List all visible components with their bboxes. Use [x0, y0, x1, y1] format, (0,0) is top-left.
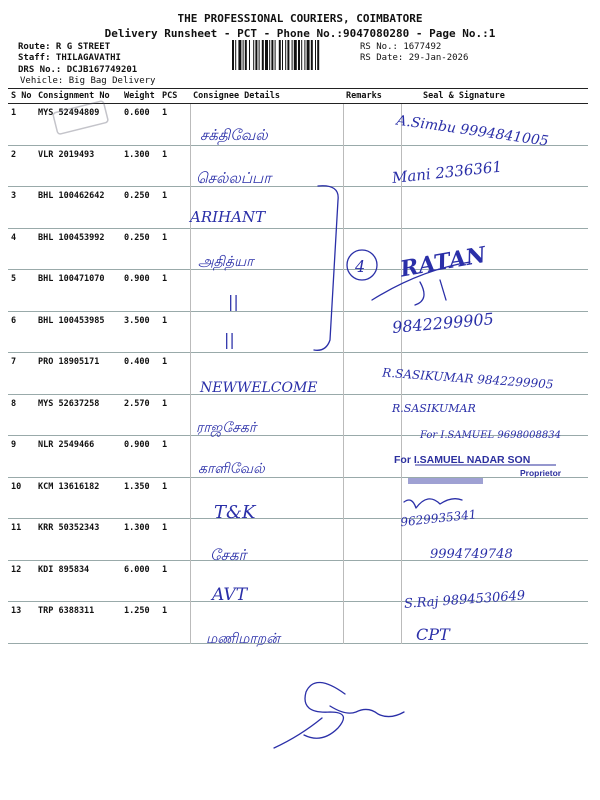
- table-row: [8, 145, 588, 187]
- seal-signature-cell: [401, 394, 588, 436]
- sno-cell: 13: [11, 606, 22, 616]
- barcode-bar: [253, 40, 254, 70]
- barcode-bar: [275, 40, 276, 70]
- pcs-cell: 1: [162, 523, 168, 533]
- barcode-bar: [235, 40, 236, 70]
- consignee-details-cell: [190, 353, 343, 395]
- table-row: [8, 353, 588, 395]
- weight-cell: 1.250: [124, 606, 150, 616]
- sno-cell: 2: [11, 149, 17, 160]
- barcode: [232, 40, 355, 70]
- consignee-details-cell: [190, 311, 343, 353]
- seal-signature-cell: [401, 436, 588, 478]
- consignee-details-cell: [190, 187, 343, 229]
- remarks-cell: [343, 187, 401, 229]
- seal-signature-cell: [401, 560, 588, 602]
- barcode-bar: [307, 40, 310, 70]
- hw-signature-1: A.Simbu 9994841005: [395, 112, 550, 150]
- rs-number: RS No.: 1677492: [360, 42, 442, 52]
- hw-consignee-11: சேகர்: [210, 546, 247, 564]
- barcode-bar: [238, 40, 241, 70]
- company-title: THE PROFESSIONAL COURIERS, COIMBATORE: [177, 12, 423, 25]
- pcs-cell: 1: [162, 191, 168, 201]
- barcode-bar: [304, 40, 305, 70]
- barcode-bar: [285, 40, 286, 70]
- barcode-bar: [301, 40, 302, 70]
- consignee-details-cell: [190, 602, 343, 644]
- svg-text:Proprietor: Proprietor: [520, 468, 562, 478]
- hw-consignee-6: ||: [224, 330, 235, 349]
- seal-signature-cell: [401, 353, 588, 395]
- runsheet-subtitle: Delivery Runsheet - PCT - Phone No.:9047080280 - Page No.:1: [104, 27, 496, 40]
- pcs-cell: 1: [162, 315, 168, 326]
- weight-cell: 2.570: [124, 398, 150, 409]
- weight-cell: 3.500: [124, 315, 150, 326]
- consignee-details-cell: [190, 228, 343, 270]
- col-header: PCS: [159, 89, 190, 104]
- weight-cell: 1.300: [124, 523, 150, 533]
- consignee-details-cell: [190, 477, 343, 519]
- table-row: [8, 560, 588, 602]
- seal-signature-cell: [401, 311, 588, 353]
- seal-signature-cell: [401, 228, 588, 270]
- seal-signature-cell: [401, 145, 588, 187]
- weight-cell: 0.250: [124, 191, 150, 201]
- pcs-cell: 1: [162, 398, 168, 409]
- col-header: Seal & Signature: [401, 89, 588, 104]
- seal-signature-cell: [401, 187, 588, 229]
- hw-consignee-3: ARIHANT: [190, 208, 266, 226]
- sno-cell: 9: [11, 440, 17, 450]
- consignee-details-cell: [190, 145, 343, 187]
- barcode-bar: [311, 40, 313, 70]
- consignment-cell: TRP 6388311: [38, 606, 95, 616]
- barcode-bar: [249, 40, 250, 70]
- remarks-cell: [343, 104, 401, 146]
- consignment-cell: VLR 2019493: [38, 149, 95, 160]
- seal-signature-cell: [401, 519, 588, 561]
- consignee-details-cell: [190, 560, 343, 602]
- col-header: Weight: [121, 89, 159, 104]
- route-label: Route: R G STREET: [18, 42, 111, 52]
- hw-signature-7: R.SASIKUMAR 9842299905: [381, 365, 554, 392]
- barcode-bar: [298, 40, 300, 70]
- bottom-signature: [274, 682, 404, 748]
- weight-cell: 0.250: [124, 232, 150, 243]
- consignment-cell: BHL 100453985: [38, 315, 105, 326]
- rs-date: RS Date: 29-Jan-2026: [360, 53, 469, 63]
- table-row: [8, 228, 588, 270]
- pcs-cell: 1: [162, 149, 168, 160]
- sno-cell: 1: [11, 108, 17, 118]
- barcode-bar: [282, 40, 283, 70]
- weight-cell: 0.400: [124, 357, 150, 367]
- consignment-cell: KDI 895834: [38, 564, 90, 575]
- hw-consignee-10: T&K: [214, 502, 256, 523]
- barcode-bar: [271, 40, 273, 70]
- table-row: [8, 602, 588, 644]
- table-row: [8, 519, 588, 561]
- pcs-cell: 1: [162, 357, 168, 367]
- hw-signature-12: S.Raj 9894530649: [403, 588, 526, 612]
- barcode-bar: [262, 40, 264, 70]
- table-row: [8, 187, 588, 229]
- col-header: Remarks: [343, 89, 401, 104]
- barcode-bar: [269, 40, 270, 70]
- consignment-cell: PRO 18905171: [38, 357, 100, 367]
- consignment-cell: BHL 100471070: [38, 274, 105, 284]
- hw-signature-10: 9629935341: [399, 507, 478, 530]
- barcode-bar: [294, 40, 297, 70]
- pcs-cell: 1: [162, 481, 168, 492]
- hw-consignee-13: மணிமாறன்: [206, 631, 280, 647]
- hw-signature-11: 9994749748: [430, 547, 513, 562]
- hw-consignee-9: காளிவேல்: [198, 461, 265, 477]
- remarks-cell: [343, 602, 401, 644]
- pcs-cell: 1: [162, 274, 168, 284]
- seal-signature-cell: [401, 104, 588, 146]
- pcs-cell: 1: [162, 564, 168, 575]
- remarks-cell: [343, 145, 401, 187]
- barcode-bar: [245, 40, 247, 70]
- sno-cell: 11: [11, 523, 22, 533]
- hw-consignee-1: சக்திவேல்: [200, 126, 268, 144]
- sno-cell: 4: [11, 232, 17, 243]
- table-row: [8, 394, 588, 436]
- table-row: [8, 436, 588, 478]
- consignment-cell: KRR 50352343: [38, 523, 100, 533]
- weight-cell: 1.300: [124, 149, 150, 160]
- remarks-cell: [343, 353, 401, 395]
- seal-signature-cell: [401, 270, 588, 312]
- barcode-bar: [265, 40, 268, 70]
- barcode-bar: [243, 40, 244, 70]
- hw-consignee-5: ||: [228, 292, 239, 311]
- drs-label: DRS No.: DCJB167749201: [18, 65, 138, 75]
- pcs-cell: 1: [162, 440, 168, 450]
- remarks-cell: [343, 477, 401, 519]
- hw-consignee-7: NEWWELCOME: [200, 380, 318, 396]
- consignment-cell: BHL 100462642: [38, 191, 105, 201]
- barcode-bar: [232, 40, 234, 70]
- sno-cell: 5: [11, 274, 17, 284]
- consignment-cell: MYS 52494809: [38, 108, 100, 118]
- hw-phone-ratan: 9842299905: [391, 309, 495, 338]
- barcode-bar: [255, 40, 257, 70]
- barcode-bar: [315, 40, 316, 70]
- barcode-bar: [292, 40, 293, 70]
- barcode-bar: [287, 40, 289, 70]
- barcode-bar: [259, 40, 260, 70]
- table-header-row: [8, 89, 588, 104]
- col-header: S No: [8, 89, 35, 104]
- pcs-cell: 1: [162, 606, 168, 616]
- table-row: [8, 477, 588, 519]
- svg-text:For I.SAMUEL NADAR SON: For I.SAMUEL NADAR SON: [394, 454, 531, 466]
- staff-label: Staff: THILAGAVATHI: [18, 53, 121, 63]
- seal-signature-cell: [401, 477, 588, 519]
- weight-cell: 0.600: [124, 108, 150, 118]
- remarks-cell: [343, 560, 401, 602]
- remarks-cell: [343, 311, 401, 353]
- col-header: Consignment No: [35, 89, 121, 104]
- hw-signature-ratan: RATAN: [398, 241, 489, 283]
- hw-consignee-8: ராஜசேகர்: [196, 420, 257, 436]
- sno-cell: 8: [11, 398, 17, 409]
- consignment-cell: KCM 13616182: [38, 481, 100, 492]
- sno-cell: 7: [11, 357, 17, 367]
- weight-cell: 0.900: [124, 440, 150, 450]
- hw-signature-13: CPT: [416, 625, 450, 644]
- vehicle-label: Vehicle: Big Bag Delivery: [20, 76, 156, 86]
- hw-consignee-2: செல்லப்பா: [196, 169, 272, 187]
- table-row: [8, 104, 588, 146]
- svg-text:4: 4: [355, 257, 366, 276]
- weight-cell: 0.900: [124, 274, 150, 284]
- sno-cell: 3: [11, 191, 17, 201]
- table-row: [8, 311, 588, 353]
- pcs-cell: 1: [162, 108, 168, 118]
- weight-cell: 6.000: [124, 564, 150, 575]
- hw-signature-8: R.SASIKUMAR: [392, 402, 476, 415]
- hw-signature-9: For I.SAMUEL 9698008834: [420, 430, 561, 441]
- consignment-cell: MYS 52637258: [38, 398, 100, 409]
- remarks-cell: [343, 436, 401, 478]
- consignee-details-cell: [190, 394, 343, 436]
- barcode-bar: [317, 40, 319, 70]
- remarks-cell: [343, 519, 401, 561]
- hw-consignee-12: AVT: [212, 585, 248, 605]
- remarks-cell: [343, 270, 401, 312]
- hw-consignee-4: அதித்யா: [198, 254, 254, 270]
- consignee-details-cell: [190, 519, 343, 561]
- weight-cell: 1.350: [124, 481, 150, 492]
- consignment-cell: BHL 100453992: [38, 232, 105, 243]
- consignment-cell: NLR 2549466: [38, 440, 95, 450]
- remarks-cell: [343, 394, 401, 436]
- sno-cell: 6: [11, 315, 17, 326]
- pcs-cell: 1: [162, 232, 168, 243]
- consignee-details-cell: [190, 270, 343, 312]
- table-row: [8, 270, 588, 312]
- col-header: Consignee Details: [190, 89, 343, 104]
- remarks-cell: [343, 228, 401, 270]
- consignee-details-cell: [190, 104, 343, 146]
- barcode-bar: [279, 40, 281, 70]
- hw-signature-2: Mani 2336361: [391, 157, 503, 187]
- consignee-details-cell: [190, 436, 343, 478]
- sno-cell: 12: [11, 564, 22, 575]
- sno-cell: 10: [11, 481, 22, 492]
- runsheet-table: [8, 88, 588, 644]
- seal-signature-cell: [401, 602, 588, 644]
